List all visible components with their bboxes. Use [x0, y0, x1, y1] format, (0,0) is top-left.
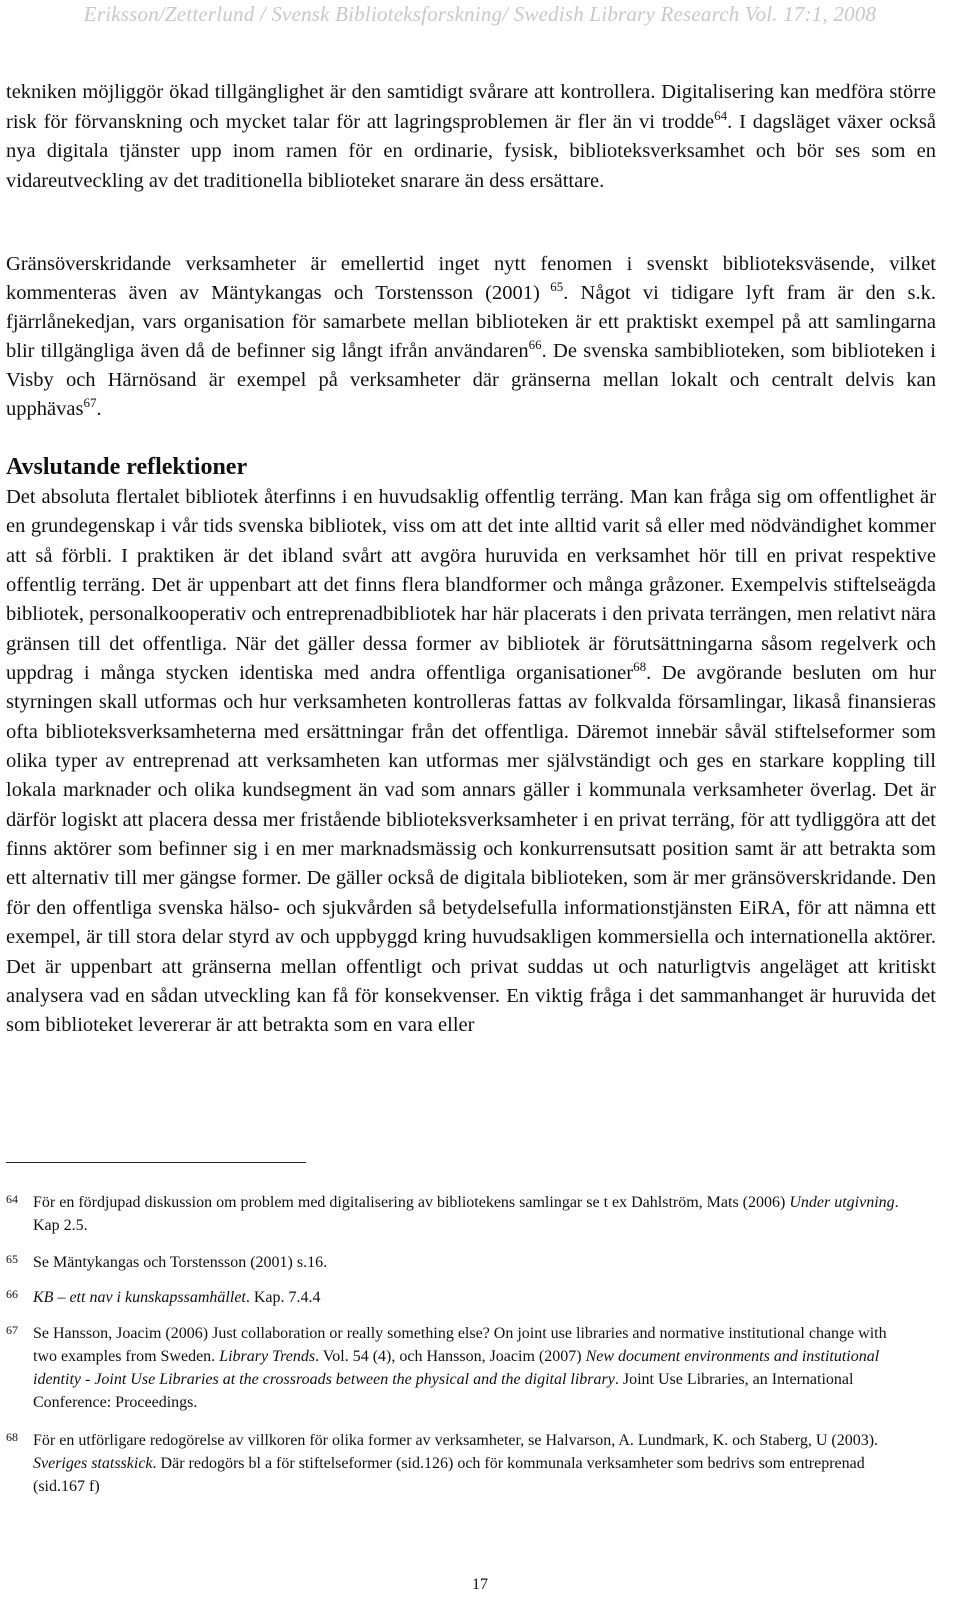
paragraph-text: . Något vi tidigare lyft fram är den s.k. fjärrlånekedjan, vars organisation för samarbete mellan biblioteken är ett praktiskt exempel på att samlingarna blir tillgängliga även då de befinner sig långt ifrån användaren [6, 282, 936, 362]
paragraph-text: . I dagsläget växer också nya digitala tjänster upp inom ramen för en ordinarie, fysisk, biblioteksverksamhet och bör ses som en vidareutveckling av det traditionella biblioteket snarare än dess ersättare. [6, 110, 936, 192]
paragraph-text: . De svenska sambiblioteken, som biblioteken i Visby och Härnösand är exempel på verksamheter där gränserna mellan lokalt och centralt delvis kan upphävas [6, 340, 936, 420]
paragraph-text: Gränsöverskridande verksamheter är emellertid inget nytt fenomen i svenskt biblioteksväsende, vilket kommenteras även av Mäntykangas och Torstensson (2001) [6, 253, 936, 304]
paragraph-3 [6, 483, 936, 1041]
footnote-ref-65[interactable]: 65 [539, 279, 564, 295]
running-header: Eriksson/Zetterlund / Svensk Biblioteksforskning/ Swedish Library Research Vol. 17:1, 2008 [83, 2, 877, 26]
footnote-text: För en fördjupad diskussion om problem med digitalisering av bibliotekens samlingar se t ex Dahlström, Mats (2006) Under utgivning. Kap 2.5. [33, 1194, 899, 1234]
footnote-number: 68 [6, 1430, 18, 1444]
paragraph-text: Det absoluta flertalet bibliotek återfinns i en huvudsaklig offentlig terräng. Man kan fråga sig om offentlighet är en grundegenskap i vår tids svenska bibliotek, viss om att det inte alltid varit så eller med nödvändighet kommer att så förbli. I praktiken är det ibland svårt att avgöra huruvida en verksamhet hör till en privat respektive offentlig terräng. Det är uppenbart att det finns flera blandformer och många gråzoner. Exempelvis stiftelseägda bibliotek, personalkooperativ och entreprenadbibliotek har här placerats i den privata terrängen, men relativt nära gränsen till det offentliga. När det gäller dessa former av bibliotek är förutsättningarna såsom regelverk och uppdrag i många stycken identiska med andra offentliga organisationer [6, 486, 936, 685]
section-heading: Avslutande reflektioner [6, 454, 248, 480]
footnote-number: 66 [6, 1287, 18, 1301]
footnote-text: För en utförligare redogörelse av villkoren för olika former av verksamheter, se Halvarson, A. Lundmark, K. och Staberg, U (2003). Sveriges statsskick. Där redogörs bl a för stiftelseformer (sid.126) och för kommunala verksamheter som bedrivs som entreprenad (sid.167 f) [33, 1432, 879, 1495]
footnote-number: 65 [6, 1252, 18, 1266]
footnote-ref-67[interactable]: 67 [83, 395, 97, 411]
footnote-text: KB – ett nav i kunskapssamhället. Kap. 7.4.4 [33, 1289, 321, 1306]
footnote-ref-68[interactable]: 68 [633, 659, 647, 675]
paragraph-text: . De avgörande besluten om hur styrningen skall utformas och hur verksamheten kontrolleras fattas av folkvalda församlingar, likaså finansieras ofta biblioteksverksamheterna med ersättningar från det offentliga. Däremot innebär såväl stiftelseformer som olika typer av entreprenad att verksamheten kan utformas mer självständigt och ges en starkare koppling till lokala marknader och olika kundsegment än vad som annars gäller i kommunala verksamheter överlag. Det är därför logiskt att placera dessa mer fristående biblioteksverksamheter i en privat terräng, för att tydliggöra att det finns aktörer som befinner sig i en mer marknadsmässig och konkurrensutsatt position samt är att betrakta som ett alternativ till mer gängse former. De gäller också de digitala biblioteken, som är mer gränsöverskridande. Den för den offentliga svenska hälso- och sjukvården så betydelsefulla informationstjänsten EiRA, för att nämna ett exempel, är till stora delar styrd av och uppbyggd kring huvudsakligen kommersiella och internationella aktörer. Det är uppenbart att gränserna mellan offentligt och privat suddas ut och naturligtvis angeläget att kritiskt analysera vad en sådan utveckling kan få för konsekvenser. En viktig fråga i det sammanhanget är huruvida det som biblioteket levererar är att betrakta som en vara eller [6, 662, 936, 1037]
footnote-text: Se Hansson, Joacim (2006) Just collaboration or really something else? On joint use libraries and normative institutional change with two examples from Sweden. Library Trends. Vol. 54 (4), och Hansson, Joacim (2007) New document environments and institutional identity - Joint Use Libraries at the crossroads between the physical and the digital library. Joint Use Libraries, an International Conference: Proceedings. [33, 1325, 887, 1411]
footnote-text: Se Mäntykangas och Torstensson (2001) s.16. [33, 1254, 328, 1271]
footnote-number: 64 [6, 1192, 18, 1206]
paragraph-text: . [96, 398, 102, 420]
footnote-ref-66[interactable]: 66 [528, 337, 542, 353]
footnote-separator [6, 1162, 306, 1163]
paragraph-1 [6, 78, 936, 196]
footnote-number: 67 [6, 1323, 18, 1337]
page-number: 17 [472, 1576, 488, 1593]
paragraph-2 [6, 250, 936, 424]
paragraph-text: tekniken möjliggör ökad tillgänglighet är den samtidigt svårare att kontrollera. Digitalisering kan medföra större risk för förvanskning och mycket talar för att lagringsproblemen är fler än vi trodde [6, 81, 936, 133]
footnote-ref-64[interactable]: 64 [714, 107, 728, 123]
